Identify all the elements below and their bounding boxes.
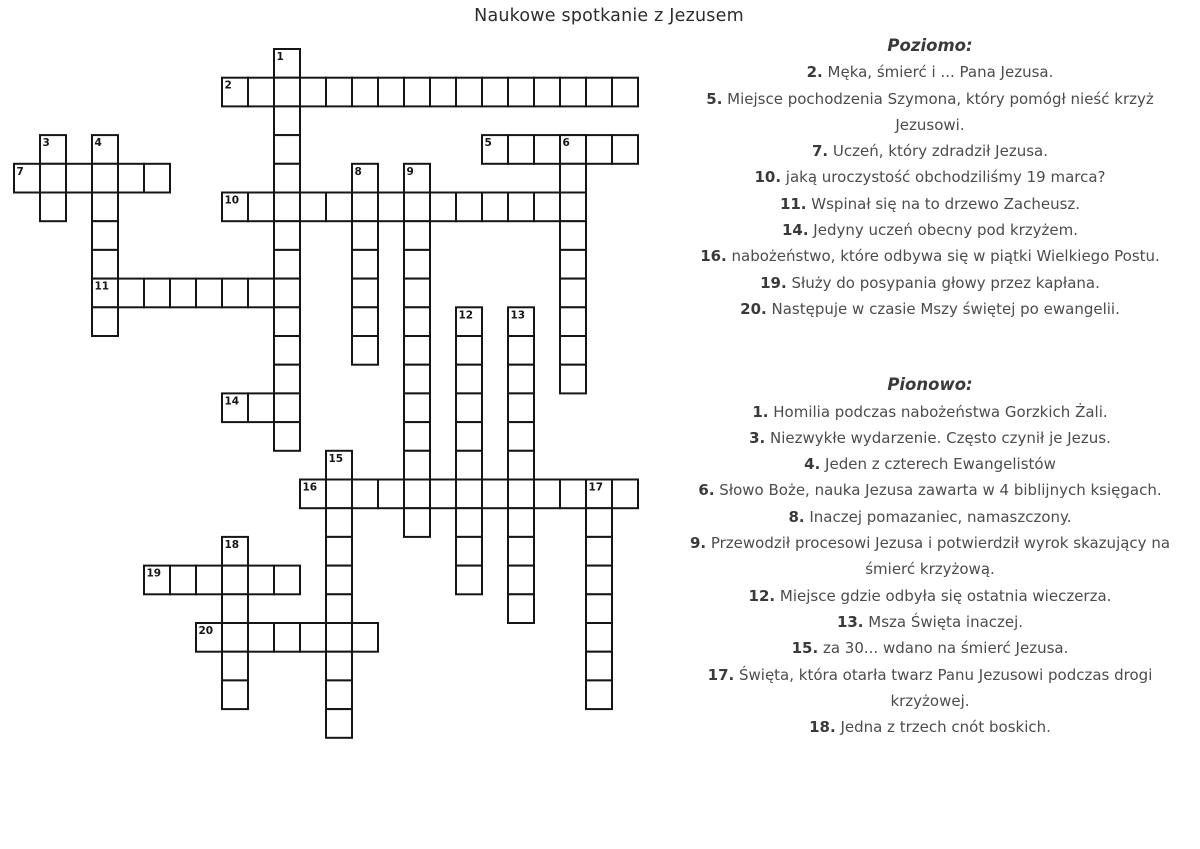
grid-cell [404, 193, 430, 222]
grid-cell [456, 451, 482, 480]
down-clues-header: Pionowo: [887, 375, 973, 395]
grid-cell [404, 508, 430, 537]
clue-text: Słowo Boże, nauka Jezusa zawarta w 4 biblijnych księgach. [714, 481, 1162, 500]
clue-text: Niezwykłe wydarzenie. Często czynił je Jezus. [765, 428, 1111, 447]
grid-cell [222, 594, 248, 623]
down-clues-list [670, 399, 1190, 741]
grid-number: 15 [328, 452, 344, 465]
clue-text: Jedyny uczeń obecny pod krzyżem. [808, 221, 1079, 240]
grid-cell [456, 193, 482, 222]
grid-cell [248, 393, 274, 422]
grid-cell [612, 480, 638, 509]
clue-number: 7. [812, 142, 829, 161]
grid-cell [326, 193, 352, 222]
clue-text: Przewodził procesowi Jezusa i potwierdził wyrok skazujący na śmierć krzyżową. [706, 534, 1171, 579]
grid-cell [508, 365, 534, 394]
grid-cell [534, 193, 560, 222]
grid-number: 9 [406, 165, 414, 178]
grid-cell [586, 594, 612, 623]
grid-cell [586, 680, 612, 709]
clue-number: 5. [706, 89, 723, 108]
grid-cell [274, 193, 300, 222]
grid-cell [170, 279, 196, 308]
clue-item [670, 270, 1190, 296]
grid-cell [274, 164, 300, 193]
grid-cell [274, 250, 300, 279]
clue-item [670, 504, 1190, 530]
grid-cell [352, 480, 378, 509]
clue-number: 9. [689, 534, 707, 553]
grid-cell [326, 78, 352, 107]
across-clues-header: Poziomo: [887, 36, 973, 55]
grid-number: 18 [224, 538, 240, 551]
grid-cell [560, 480, 586, 509]
clue-item [670, 86, 1190, 139]
clue-number: 8. [788, 507, 805, 526]
grid-cell [534, 78, 560, 107]
grid-cell [222, 566, 248, 595]
grid-number: 12 [458, 309, 474, 322]
grid-cell [534, 135, 560, 164]
grid-cell [118, 164, 144, 193]
grid-cell [144, 279, 170, 308]
clue-item [670, 138, 1190, 164]
clue-number: 19. [760, 273, 787, 292]
grid-cell [352, 250, 378, 279]
clues-panel [670, 33, 1190, 740]
grid-cell [274, 566, 300, 595]
grid-cell [456, 365, 482, 394]
clue-number: 14. [781, 221, 809, 240]
grid-cell [378, 193, 404, 222]
grid-cell [482, 480, 508, 509]
grid-cell [508, 135, 534, 164]
grid-cell [300, 623, 326, 652]
grid-cell [170, 566, 196, 595]
clue-number: 12. [748, 586, 776, 605]
clue-text: Miejsce pochodzenia Szymona, który pomógł nieść krzyż Jezusowi. [722, 89, 1154, 134]
clue-text: Jedna z trzech cnót boskich. [835, 718, 1051, 737]
grid-cell [586, 135, 612, 164]
grid-cell [508, 336, 534, 365]
crossword-grid [0, 0, 660, 770]
grid-cell [326, 594, 352, 623]
grid-cell [326, 623, 352, 652]
grid-number: 10 [224, 194, 240, 207]
clue-item [670, 635, 1190, 661]
clue-number: 11. [779, 194, 807, 213]
grid-cell [404, 480, 430, 509]
grid-cell [456, 422, 482, 451]
clue-number: 10. [754, 168, 782, 187]
clue-text: Inaczej pomazaniec, namaszczony. [804, 507, 1072, 526]
grid-cell [326, 480, 352, 509]
clue-number: 13. [836, 612, 864, 631]
grid-cell [92, 193, 118, 222]
grid-cell [508, 594, 534, 623]
clue-text: Święta, która otarła twarz Panu Jezusowi podczas drogi krzyżowej. [734, 665, 1153, 710]
grid-cell [404, 250, 430, 279]
grid-cell [456, 537, 482, 566]
grid-cell [196, 279, 222, 308]
clue-text: Jeden z czterech Ewangelistów [820, 455, 1056, 474]
grid-cell [352, 221, 378, 250]
grid-cell [482, 193, 508, 222]
grid-cell [586, 78, 612, 107]
grid-cell [326, 566, 352, 595]
grid-cell [118, 279, 144, 308]
grid-cell [404, 336, 430, 365]
clue-text: jaką uroczystość obchodziliśmy 19 marca? [781, 168, 1106, 187]
grid-cell [508, 537, 534, 566]
grid-cell [612, 78, 638, 107]
grid-cell [404, 221, 430, 250]
grid-number: 16 [302, 481, 318, 494]
grid-cell [430, 480, 456, 509]
clue-text: Wspinał się na to drzewo Zacheusz. [806, 194, 1081, 213]
clue-item [670, 530, 1190, 583]
clue-item [670, 399, 1190, 425]
grid-cell [560, 250, 586, 279]
grid-cell [456, 78, 482, 107]
grid-cell [222, 279, 248, 308]
grid-cell [560, 307, 586, 336]
clue-number: 15. [791, 639, 819, 658]
grid-cell [248, 78, 274, 107]
clue-number: 3. [749, 428, 766, 447]
grid-cell [92, 307, 118, 336]
clue-item [670, 243, 1190, 269]
grid-number: 5 [484, 137, 492, 150]
grid-cell [560, 365, 586, 394]
grid-cell [456, 566, 482, 595]
grid-cell [40, 164, 66, 193]
clue-number: 16. [700, 247, 727, 266]
grid-number: 14 [224, 395, 240, 408]
grid-cell [274, 393, 300, 422]
clue-number: 1. [752, 402, 769, 421]
grid-cell [508, 480, 534, 509]
grid-cell [404, 422, 430, 451]
clue-text: Następuje w czasie Mszy świętej po ewangelii. [766, 299, 1120, 318]
grid-cell [274, 221, 300, 250]
grid-cell [274, 106, 300, 135]
clue-item [670, 191, 1190, 217]
grid-cell [586, 623, 612, 652]
grid-cell [92, 250, 118, 279]
grid-cell [274, 135, 300, 164]
clue-text: za 30... wdano na śmierć Jezusa. [818, 639, 1069, 658]
grid-number: 4 [94, 137, 102, 150]
grid-number: 17 [588, 481, 604, 494]
grid-cell [456, 508, 482, 537]
clue-item [670, 217, 1190, 243]
grid-number: 20 [198, 625, 214, 637]
grid-number: 3 [42, 137, 50, 150]
grid-cell [508, 451, 534, 480]
clue-item [670, 59, 1190, 85]
grid-cell [404, 365, 430, 394]
grid-cell [586, 508, 612, 537]
grid-cell [144, 164, 170, 193]
clue-item [670, 714, 1190, 740]
grid-number: 7 [16, 165, 24, 178]
clue-text: Miejsce gdzie odbyła się ostatnia wieczerza. [775, 586, 1112, 605]
grid-cell [222, 652, 248, 681]
grid-cell [352, 623, 378, 652]
grid-cell [586, 652, 612, 681]
grid-cell [508, 566, 534, 595]
clue-item [670, 609, 1190, 635]
grid-number: 8 [354, 165, 362, 178]
grid-cell [352, 336, 378, 365]
grid-cell [508, 78, 534, 107]
grid-cell [508, 508, 534, 537]
grid-cell [378, 78, 404, 107]
clue-text: Msza Święta inaczej. [863, 612, 1024, 631]
grid-cell [586, 566, 612, 595]
clue-item [670, 583, 1190, 609]
grid-cell [274, 623, 300, 652]
grid-number: 6 [562, 137, 570, 150]
grid-cell [560, 336, 586, 365]
grid-cell [40, 193, 66, 222]
grid-cell [560, 279, 586, 308]
grid-cell [482, 78, 508, 107]
grid-cell [274, 336, 300, 365]
grid-number: 13 [510, 309, 526, 322]
clue-number: 17. [707, 665, 735, 684]
grid-cell [508, 422, 534, 451]
grid-cell [66, 164, 92, 193]
clue-item [670, 425, 1190, 451]
grid-cell [92, 164, 118, 193]
grid-cell [560, 78, 586, 107]
grid-cell [456, 480, 482, 509]
across-clues-list [670, 59, 1190, 322]
grid-cell [274, 365, 300, 394]
grid-cell [326, 652, 352, 681]
grid-cell [404, 279, 430, 308]
grid-cell [274, 422, 300, 451]
grid-cell [378, 480, 404, 509]
grid-cell [326, 709, 352, 738]
grid-cell [196, 566, 222, 595]
grid-cell [300, 193, 326, 222]
grid-cell [326, 508, 352, 537]
grid-cell [352, 78, 378, 107]
clue-item [670, 296, 1190, 322]
grid-cell [508, 393, 534, 422]
grid-cell [274, 307, 300, 336]
grid-cell [352, 279, 378, 308]
clue-number: 6. [698, 481, 715, 500]
clue-number: 18. [809, 718, 836, 737]
grid-cell [248, 623, 274, 652]
grid-number: 2 [224, 79, 232, 92]
clue-text: Homilia podczas nabożeństwa Gorzkich Żali. [768, 402, 1108, 421]
grid-cell [430, 193, 456, 222]
grid-cell [274, 78, 300, 107]
page-title: Naukowe spotkanie z Jezusem [474, 6, 744, 26]
grid-cell [222, 623, 248, 652]
clue-number: 4. [804, 455, 821, 474]
clue-item [670, 164, 1190, 190]
clue-item [670, 451, 1190, 477]
grid-cell [430, 78, 456, 107]
grid-cell [248, 566, 274, 595]
clue-text: Służy do posypania głowy przez kapłana. [786, 273, 1100, 292]
grid-cell [586, 537, 612, 566]
grid-cell [326, 680, 352, 709]
grid-cell [534, 480, 560, 509]
clue-number: 20. [740, 299, 767, 318]
clue-text: Uczeń, który zdradził Jezusa. [828, 142, 1048, 161]
clue-text: nabożeństwo, które odbywa się w piątki Wielkiego Postu. [726, 247, 1160, 266]
grid-number: 11 [94, 280, 110, 293]
grid-cell [456, 336, 482, 365]
clue-text: Męka, śmierć i ... Pana Jezusa. [822, 63, 1054, 82]
grid-cell [404, 393, 430, 422]
clue-item [670, 662, 1190, 715]
grid-cell [326, 537, 352, 566]
grid-cell [404, 78, 430, 107]
clue-item [670, 477, 1190, 503]
grid-cell [456, 393, 482, 422]
grid-cell [92, 221, 118, 250]
grid-cell [222, 680, 248, 709]
grid-cell [248, 193, 274, 222]
grid-cell [560, 221, 586, 250]
grid-cell [404, 451, 430, 480]
grid-cell [404, 307, 430, 336]
grid-cell [508, 193, 534, 222]
grid-cell [248, 279, 274, 308]
grid-cell [560, 193, 586, 222]
grid-cell [300, 78, 326, 107]
grid-number: 19 [146, 567, 162, 580]
grid-cell [560, 164, 586, 193]
grid-number: 1 [276, 51, 284, 63]
grid-cell [612, 135, 638, 164]
clue-number: 2. [806, 63, 823, 82]
grid-cell [352, 193, 378, 222]
grid-cell [352, 307, 378, 336]
grid-cell [274, 279, 300, 308]
